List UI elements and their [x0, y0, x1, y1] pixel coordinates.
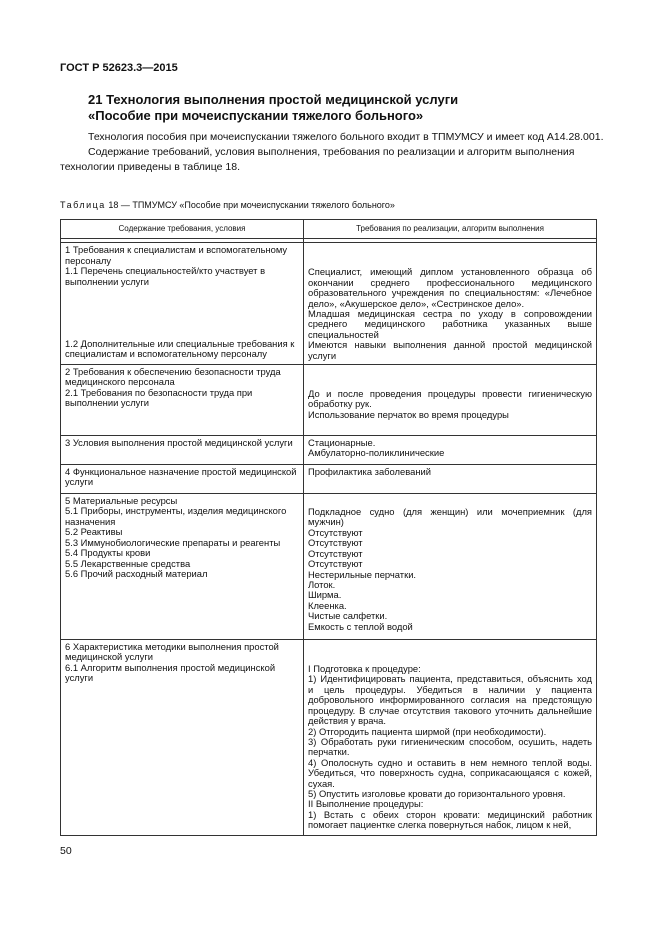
table-cell-requirement: [61, 465, 304, 494]
cell-line: 5.4 Продукты крови: [65, 547, 151, 559]
cell-line: 1.1 Перечень специальностей/кто участвует в выполнении услуги: [65, 265, 266, 287]
table-row: [61, 640, 597, 836]
table-cell-requirement: [61, 640, 304, 836]
cell-line: 2) Отгородить пациента ширмой (при необходимости).: [308, 725, 547, 737]
table-cell-requirement: [61, 494, 304, 640]
table-cell-requirement: [61, 436, 304, 465]
intro-paragraph-1: Технология пособия при мочеиспускании тяжелого больного входит в ТПМУМСУ и имеет код А14.28.001.: [88, 131, 604, 143]
cell-line: Специалист, имеющий диплом установленного образца об окончании среднего профессионального медицинского образовательного учреждения по специальностям: «Лечебное дело», «Акушерское дело», «Сестринское дело».: [308, 266, 592, 309]
cell-line: Отсутствуют: [308, 526, 363, 538]
cell-line: Клеенка.: [308, 599, 347, 611]
cell-line: 5.2 Реактивы: [65, 526, 123, 538]
cell-line: 5.6 Прочий расходный материал: [65, 567, 208, 579]
cell-line: Отсутствуют: [308, 558, 363, 570]
cell-line: Нестерильные перчатки.: [308, 568, 417, 580]
table-caption-text: 18 — ТПМУМСУ «Пособие при мочеиспускании тяжелого больного»: [108, 200, 395, 210]
table-row: [61, 465, 597, 494]
cell-line: Чистые салфетки.: [308, 610, 388, 622]
cell-line: 4) Ополоснуть судно и оставить в нем немного теплой воды. Убедиться, что поверхность судна, соприкасающаяся с кожей, сухая.: [308, 756, 592, 789]
cell-line: Отсутствуют: [308, 537, 363, 549]
cell-line: 3 Условия выполнения простой медицинской услуги: [65, 437, 293, 449]
table-cell-implementation: [304, 365, 597, 436]
table-cell-requirement: [61, 365, 304, 436]
cell-line: II Выполнение процедуры:: [308, 798, 424, 810]
table-header-row: [61, 220, 597, 239]
cell-line: Амбулаторно-поликлинические: [308, 447, 445, 459]
cell-line: 5) Опустить изголовье кровати до горизонтального уровня.: [308, 787, 566, 799]
cell-line: 2.1 Требования по безопасности труда при выполнении услуги: [65, 386, 253, 409]
cell-line: 2 Требования к обеспечению безопасности труда медицинского персонала: [65, 366, 281, 388]
document-code: ГОСТ Р 52623.3—2015: [60, 62, 178, 74]
cell-line: 1 Требования к специалистам и вспомогательному персоналу: [65, 244, 288, 266]
cell-line: 6 Характеристика методики выполнения простой медицинской услуги: [65, 641, 279, 663]
cell-line: 1.2 Дополнительные или специальные требования к специалистам и вспомогательному персоналу: [65, 338, 295, 360]
cell-line: Младшая медицинская сестра по уходу в сопровождении среднего медицинского работника указанных выше специальностей: [308, 308, 592, 340]
table-cell-implementation: [304, 494, 597, 640]
section-title: [88, 92, 608, 124]
section-title-line-2: «Пособие при мочеиспускании тяжелого больного»: [88, 108, 424, 123]
table-row: [61, 365, 597, 436]
table-row: [61, 494, 597, 640]
cell-line: 5 Материальные ресурсы: [65, 495, 178, 507]
table-cell-implementation: [304, 640, 597, 836]
cell-line: 5.1 Приборы, инструменты, изделия медицинского назначения: [65, 505, 287, 527]
table-cell-implementation: [304, 436, 597, 465]
table-cell-implementation: [304, 465, 597, 494]
cell-line: Имеются навыки выполнения данной простой медицинской услуги: [308, 339, 592, 361]
column-header-implementation: Требования по реализации, алгоритм выполнения: [304, 220, 597, 239]
intro-paragraph-2: Содержание требований, условия выполнения, требования по реализации и алгоритм выполнения технологии приведены в таблице 18.: [60, 146, 575, 173]
table-caption: [60, 200, 395, 210]
table-row: [61, 436, 597, 465]
cell-line: Профилактика заболеваний: [308, 466, 431, 478]
cell-line: Подкладное судно (для женщин) или мочеприемник (для мужчин): [308, 506, 592, 528]
intro-text: [60, 130, 605, 175]
cell-line: 3) Обработать руки гигиеническим способом, осушить, надеть перчатки.: [308, 735, 592, 758]
cell-line: 5.5 Лекарственные средства: [65, 557, 191, 569]
cell-line: Ширма.: [308, 589, 342, 601]
cell-line: 1) Идентифицировать пациента, представиться, объяснить ход и цель процедуры. Убедиться в наличии у пациента добровольного информированного согласия на предстоящую процедуру. В случае отсутствия такового уточнить дальнейшие действия у врача.: [308, 673, 592, 727]
table-caption-prefix: Таблица: [60, 200, 106, 210]
cell-line: 5.3 Иммунобиологические препараты и реагенты: [65, 536, 281, 548]
cell-line: Лоток.: [308, 578, 336, 590]
table-cell-requirement: [61, 243, 304, 365]
cell-line: Отсутствуют: [308, 547, 363, 559]
page-number: 50: [60, 845, 72, 857]
cell-line: Стационарные.: [308, 437, 376, 449]
cell-line: 1) Встать с обеих сторон кровати: медицинский работник помогает пациентке слегка повернуться набок, лицом к ней,: [308, 808, 592, 831]
section-title-line-1: 21 Технология выполнения простой медицинской услуги: [88, 92, 459, 107]
cell-line: 6.1 Алгоритм выполнения простой медицинской услуги: [65, 661, 276, 684]
table-cell-implementation: [304, 243, 597, 365]
requirements-table: [60, 219, 597, 836]
cell-line: До и после проведения процедуры провести гигиеническую обработку рук.: [308, 388, 592, 410]
cell-line: Емкость с теплой водой: [308, 620, 413, 632]
cell-line: 4 Функциональное назначение простой медицинской услуги: [65, 466, 297, 488]
cell-line: I Подготовка к процедуре:: [308, 663, 421, 675]
cell-line: Использование перчаток во время процедуры: [308, 408, 509, 420]
table-row: [61, 243, 597, 365]
column-header-requirements: Содержание требования, условия: [61, 220, 304, 239]
